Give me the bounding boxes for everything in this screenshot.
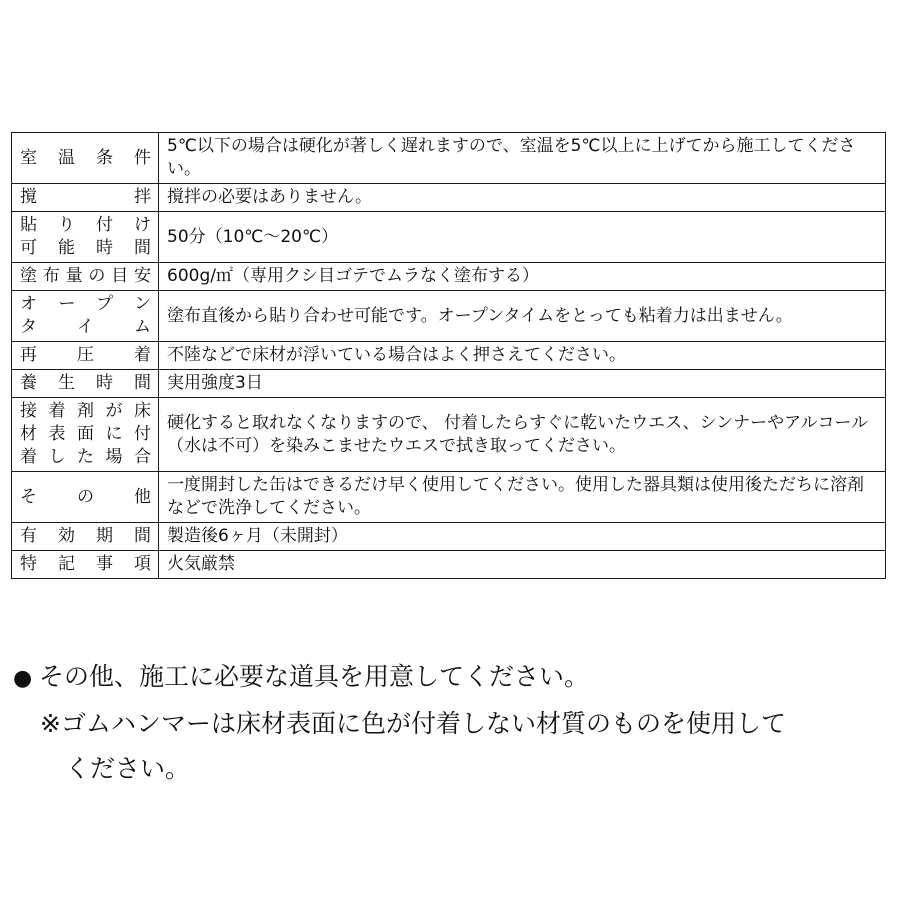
row-label: 養生時間	[12, 370, 159, 398]
row-label: 撹 拌	[12, 184, 159, 212]
row-value: 火気厳禁	[159, 551, 886, 579]
note-main-text: その他、施工に必要な道具を用意してください。	[39, 662, 590, 691]
table-row	[12, 551, 886, 579]
row-value: 製造後6ヶ月（未開封）	[159, 523, 886, 551]
row-value: 硬化すると取れなくなりますので、 付着したらすぐに乾いたウエス、シンナーやアルコール（水は不可）を染みこませたウエスで拭き取ってください。	[159, 398, 886, 472]
row-label: 接着剤が床 材表面に付 着した場合	[12, 398, 159, 472]
row-value: 50分（10℃〜20℃）	[159, 212, 886, 263]
table-row	[12, 291, 886, 342]
row-label: オープン タイム	[12, 291, 159, 342]
table-row	[12, 184, 886, 212]
row-value: 塗布直後から貼り合わせ可能です。オープンタイムをとっても粘着力は出ません。	[159, 291, 886, 342]
table-row	[12, 212, 886, 263]
row-label: 室温条件	[12, 133, 159, 184]
row-label: 塗布量の目安	[12, 263, 159, 291]
spec-table	[11, 132, 886, 579]
note-main	[13, 654, 888, 701]
table-row	[12, 523, 886, 551]
row-value: 一度開封した缶はできるだけ早く使用してください。使用した器具類は使用後ただちに溶剤などで洗浄してください。	[159, 472, 886, 523]
row-value: 不陸などで床材が浮いている場合はよく押さえてください。	[159, 342, 886, 370]
table-row	[12, 342, 886, 370]
bullet-icon: ●	[13, 666, 33, 691]
row-value: 撹拌の必要はありません。	[159, 184, 886, 212]
row-label: そ の 他	[12, 472, 159, 523]
row-label: 貼り付け 可能時間	[12, 212, 159, 263]
row-value: 600g/㎡（専用クシ目ゴテでムラなく塗布する）	[159, 263, 886, 291]
notes-section	[13, 654, 888, 791]
table-row	[12, 472, 886, 523]
row-label: 有効期間	[12, 523, 159, 551]
row-value: 5℃以下の場合は硬化が著しく遅れますので、室温を5℃以上に上げてから施工してください。	[159, 133, 886, 184]
note-sub: ※ゴムハンマーは床材表面に色が付着しない材質のものを使用して ください。	[40, 709, 786, 783]
table-row	[12, 398, 886, 472]
row-label: 特記事項	[12, 551, 159, 579]
row-value: 実用強度3日	[159, 370, 886, 398]
table-row	[12, 263, 886, 291]
row-label: 再圧着	[12, 342, 159, 370]
table-row	[12, 133, 886, 184]
table-row	[12, 370, 886, 398]
